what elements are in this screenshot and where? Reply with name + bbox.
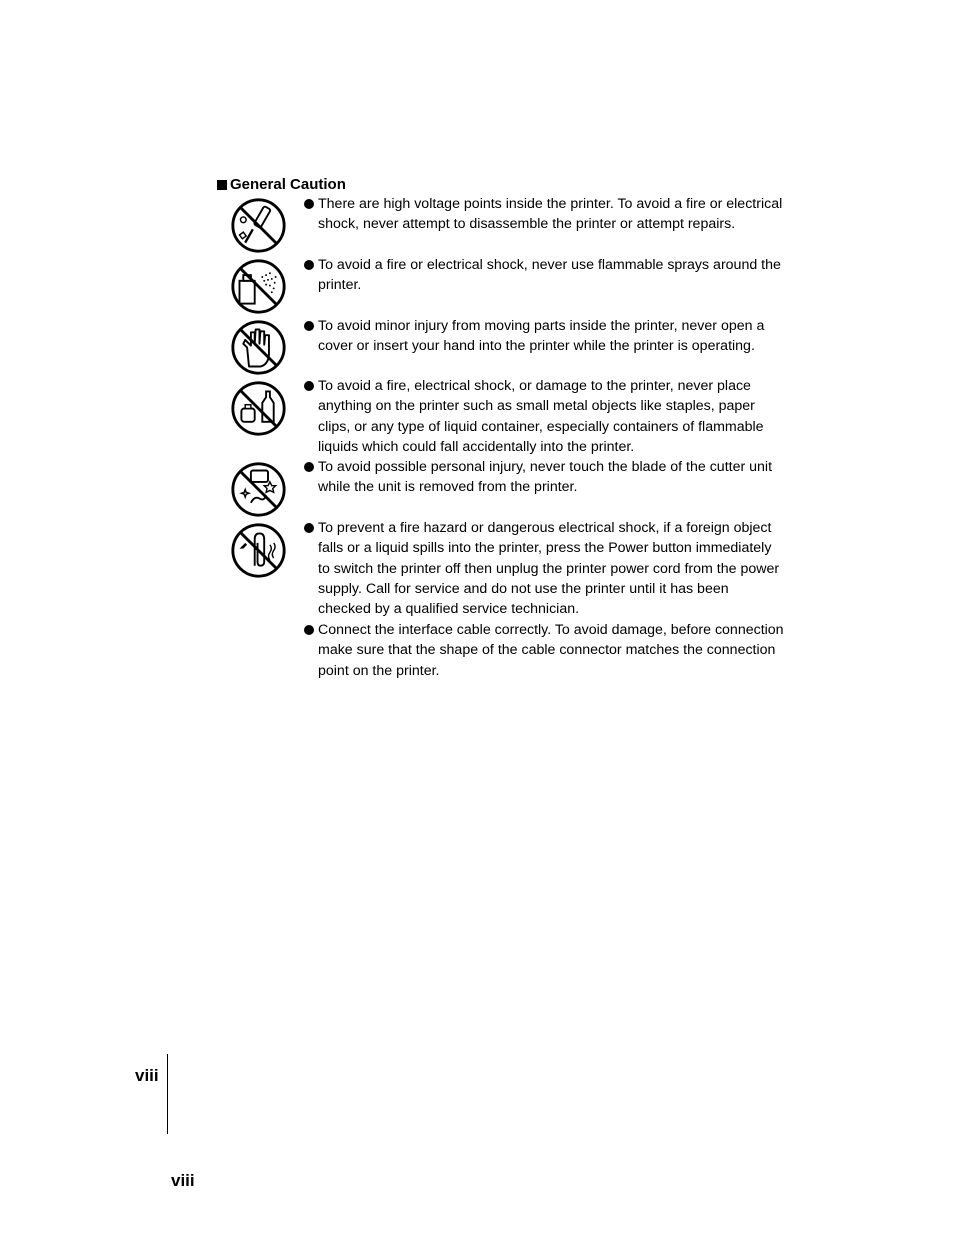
page-number-bottom: viii [171,1171,195,1190]
no-foreign-objects-icon [230,522,287,579]
bullet-dot-icon [304,462,314,472]
vertical-rule [167,1054,168,1134]
bullet-item [304,457,784,498]
bullet-text: There are high voltage points inside the printer. To avoid a fire or electrical shock, never attempt to disassemble the printer or attempt repairs. [318,196,783,233]
bullet-item [304,316,784,357]
bullet-text: To avoid a fire or electrical shock, never use flammable sprays around the printer. [318,257,781,294]
bullet-text: To avoid minor injury from moving parts inside the printer, never open a cover or insert your hand into the printer while the printer is operating. [318,318,765,355]
bullet-text: To avoid a fire, electrical shock, or damage to the printer, never place anything on the printer such as small metal objects like staples, paper clips, or any type of liquid container, especially containers of flammable liquids which could fall accidentally into the printer. [318,378,764,455]
section-heading [217,176,346,194]
bullet-item [304,194,784,235]
no-disassembly-icon [230,197,287,254]
no-spray-icon [230,258,287,315]
bullet-text: To prevent a fire hazard or dangerous electrical shock, if a foreign object falls or a liquid spills into the printer, press the Power button immediately to switch the printer off then unplug the printer power cord from the power supply. Call for service and do not use the printer until it has been checked by a qualified service technician. [318,520,780,618]
page-number-side: viii [135,1066,159,1085]
no-hand-icon [230,319,287,376]
bullet-dot-icon [304,625,314,635]
no-objects-on-printer-icon [230,380,287,437]
bullet-item [304,376,784,457]
bullet-item [304,518,784,619]
section-title: General Caution [230,176,346,193]
no-touch-blade-icon [230,461,287,518]
bullet-text: To avoid possible personal injury, never touch the blade of the cutter unit while the unit is removed from the printer. [318,459,773,496]
bullet-dot-icon [304,381,314,391]
bullet-item [304,255,784,296]
bullet-dot-icon [304,523,314,533]
bullet-dot-icon [304,260,314,270]
bullet-item [304,620,784,681]
square-bullet-icon [217,180,227,190]
bullet-text: Connect the interface cable correctly. To avoid damage, before connection make sure that the shape of the cable connector matches the connection point on the printer. [318,622,784,679]
bullet-dot-icon [304,199,314,209]
bullet-dot-icon [304,321,314,331]
